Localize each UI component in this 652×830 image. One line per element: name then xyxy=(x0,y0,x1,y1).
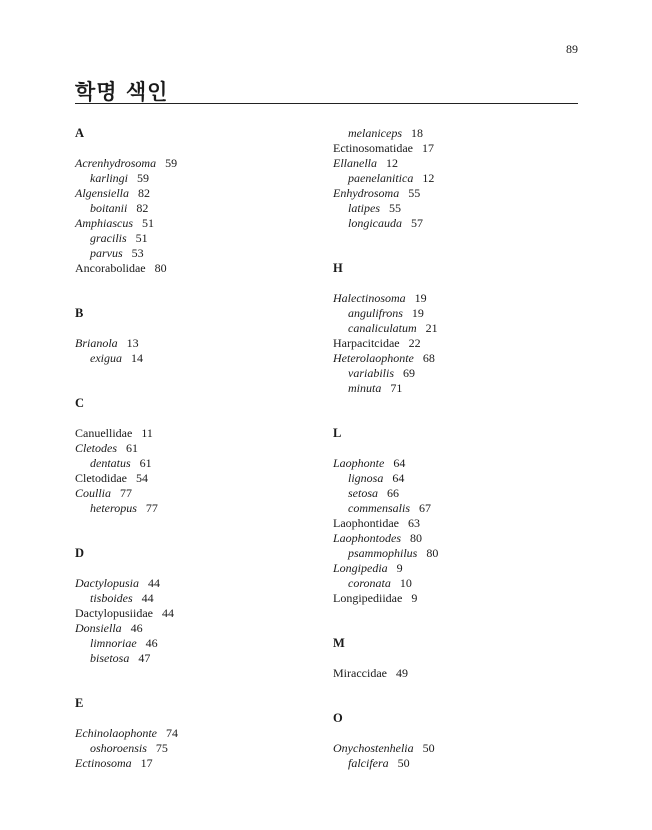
entry-name: paenelanitica xyxy=(348,171,414,185)
index-subentry xyxy=(333,486,578,501)
index-entry xyxy=(75,261,320,276)
entry-name: Longipediidae xyxy=(333,591,403,605)
entry-page: 77 xyxy=(145,501,158,515)
spacer xyxy=(333,441,578,456)
spacer xyxy=(333,231,578,261)
entry-name: dentatus xyxy=(90,456,131,470)
entry-name: bisetosa xyxy=(90,651,130,665)
entry-page: 11 xyxy=(141,426,153,440)
index-entry xyxy=(333,291,578,306)
index-subentry xyxy=(333,576,578,591)
entry-name: variabilis xyxy=(348,366,395,380)
entry-page: 22 xyxy=(408,336,421,350)
entry-page: 59 xyxy=(165,156,178,170)
entry-page: 66 xyxy=(387,486,399,500)
entry-name: canaliculatum xyxy=(348,321,417,335)
index-entry xyxy=(333,666,578,681)
index-entry xyxy=(75,726,320,741)
section-heading: A xyxy=(75,126,85,140)
index-entry xyxy=(75,756,320,771)
entry-name: boitanii xyxy=(90,201,128,215)
index-subentry xyxy=(75,591,320,606)
entry-page: 49 xyxy=(395,666,408,680)
entry-name: Laophontidae xyxy=(333,516,399,530)
entry-page: 82 xyxy=(136,201,149,215)
entry-page: 50 xyxy=(422,741,435,755)
entry-name: Ectinosoma xyxy=(75,756,132,770)
title-rule xyxy=(75,103,578,104)
entry-name: melaniceps xyxy=(348,126,402,140)
index-entry xyxy=(333,561,578,576)
entry-page: 10 xyxy=(399,576,412,590)
index-subentry xyxy=(75,351,320,366)
spacer xyxy=(75,366,320,396)
index-entry xyxy=(75,621,320,636)
entry-name: Laophontodes xyxy=(333,531,402,545)
entry-page: 57 xyxy=(411,216,423,230)
section-heading: E xyxy=(75,696,84,710)
entry-name: Laophonte xyxy=(333,456,385,470)
entry-page: 44 xyxy=(148,576,160,590)
entry-name: Ellanella xyxy=(333,156,377,170)
index-subentry xyxy=(333,501,578,516)
index-entry xyxy=(333,336,578,351)
entry-page: 17 xyxy=(421,141,434,155)
spacer xyxy=(75,516,320,546)
entry-name: Echinolaophonte xyxy=(75,726,157,740)
entry-page: 51 xyxy=(135,231,148,245)
entry-name: Dactylopusia xyxy=(75,576,139,590)
entry-name: Dactylopusiidae xyxy=(75,606,153,620)
entry-name: lignosa xyxy=(348,471,384,485)
entry-page: 71 xyxy=(390,381,403,395)
index-subentry xyxy=(75,456,320,471)
entry-page: 61 xyxy=(126,441,138,455)
section-heading: D xyxy=(75,546,85,560)
entry-name: parvus xyxy=(90,246,123,260)
index-entry xyxy=(75,426,320,441)
index-entry xyxy=(75,156,320,171)
entry-name: Miraccidae xyxy=(333,666,387,680)
index-subentry xyxy=(333,321,578,336)
index-entry xyxy=(333,741,578,756)
entry-page: 19 xyxy=(414,291,427,305)
entry-page: 44 xyxy=(141,591,154,605)
index-entry xyxy=(75,441,320,456)
entry-name: Canuellidae xyxy=(75,426,133,440)
index-entry xyxy=(75,606,320,621)
entry-page: 44 xyxy=(161,606,174,620)
spacer xyxy=(75,561,320,576)
index-column-right xyxy=(333,126,578,771)
entry-name: Ectinosomatidae xyxy=(333,141,413,155)
entry-page: 63 xyxy=(407,516,420,530)
entry-page: 61 xyxy=(139,456,152,470)
entry-page: 9 xyxy=(396,561,403,575)
section-heading: O xyxy=(333,711,343,725)
index-entry xyxy=(75,471,320,486)
index-subentry xyxy=(75,171,320,186)
spacer xyxy=(75,711,320,726)
entry-name: Acrenhydrosoma xyxy=(75,156,157,170)
entry-name: Amphiascus xyxy=(75,216,133,230)
entry-page: 47 xyxy=(138,651,151,665)
entry-name: setosa xyxy=(348,486,378,500)
entry-name: Ancorabolidae xyxy=(75,261,146,275)
entry-name: tisboides xyxy=(90,591,133,605)
spacer xyxy=(333,396,578,426)
index-entry xyxy=(333,186,578,201)
entry-page: 14 xyxy=(131,351,143,365)
entry-name: Heterolaophonte xyxy=(333,351,414,365)
entry-name: angulifrons xyxy=(348,306,403,320)
index-entry xyxy=(333,141,578,156)
spacer xyxy=(75,666,320,696)
entry-name: minuta xyxy=(348,381,382,395)
entry-page: 64 xyxy=(392,471,405,485)
entry-page: 64 xyxy=(393,456,406,470)
entry-page: 74 xyxy=(165,726,178,740)
page-number: 89 xyxy=(566,42,578,56)
index-entry xyxy=(75,336,320,351)
entry-name: Harpacitcidae xyxy=(333,336,400,350)
entry-name: exigua xyxy=(90,351,122,365)
index-subentry xyxy=(333,366,578,381)
entry-page: 51 xyxy=(142,216,154,230)
entry-page: 67 xyxy=(419,501,431,515)
index-subentry xyxy=(333,216,578,231)
spacer xyxy=(333,681,578,711)
entry-name: Donsiella xyxy=(75,621,122,635)
entry-page: 68 xyxy=(422,351,435,365)
index-subentry xyxy=(75,651,320,666)
entry-page: 55 xyxy=(389,201,401,215)
entry-page: 80 xyxy=(154,261,167,275)
index-subentry xyxy=(333,546,578,561)
spacer xyxy=(333,651,578,666)
entry-page: 19 xyxy=(411,306,424,320)
entry-name: latipes xyxy=(348,201,380,215)
entry-name: falcifera xyxy=(348,756,389,770)
entry-page: 55 xyxy=(408,186,421,200)
index-subentry xyxy=(333,306,578,321)
entry-name: longicauda xyxy=(348,216,402,230)
entry-name: Longipedia xyxy=(333,561,388,575)
entry-name: Cletodidae xyxy=(75,471,127,485)
entry-name: Halectinosoma xyxy=(333,291,406,305)
index-subentry xyxy=(75,741,320,756)
entry-page: 50 xyxy=(397,756,410,770)
index-entry xyxy=(75,576,320,591)
page-title: 학명 색인 xyxy=(75,80,169,104)
index-entry xyxy=(333,156,578,171)
index-entry xyxy=(75,486,320,501)
section-heading: H xyxy=(333,261,343,275)
spacer xyxy=(333,276,578,291)
section-heading: M xyxy=(333,636,345,650)
index-entry xyxy=(333,531,578,546)
index-subentry xyxy=(333,471,578,486)
index-entry xyxy=(333,516,578,531)
entry-page: 17 xyxy=(140,756,153,770)
index-entry xyxy=(333,591,578,606)
entry-name: Onychostenhelia xyxy=(333,741,414,755)
entry-name: heteropus xyxy=(90,501,137,515)
entry-page: 77 xyxy=(120,486,133,500)
index-entry xyxy=(333,456,578,471)
entry-name: oshoroensis xyxy=(90,741,147,755)
entry-name: karlingi xyxy=(90,171,128,185)
index-entry xyxy=(75,216,320,231)
index-subentry xyxy=(333,756,578,771)
entry-page: 12 xyxy=(386,156,398,170)
entry-page: 69 xyxy=(403,366,416,380)
index-subentry xyxy=(75,246,320,261)
spacer xyxy=(75,411,320,426)
index-subentry xyxy=(333,126,578,141)
section-heading: C xyxy=(75,396,85,410)
index-subentry xyxy=(333,201,578,216)
entry-page: 82 xyxy=(138,186,150,200)
entry-page: 53 xyxy=(131,246,144,260)
entry-name: gracilis xyxy=(90,231,127,245)
entry-name: coronata xyxy=(348,576,391,590)
entry-page: 12 xyxy=(422,171,435,185)
spacer xyxy=(333,606,578,636)
entry-name: psammophilus xyxy=(348,546,418,560)
index-subentry xyxy=(333,171,578,186)
index-entry xyxy=(333,351,578,366)
index-subentry xyxy=(333,381,578,396)
entry-name: commensalis xyxy=(348,501,410,515)
index-entry xyxy=(75,186,320,201)
section-heading: B xyxy=(75,306,84,320)
entry-page: 59 xyxy=(137,171,149,185)
entry-name: Enhydrosoma xyxy=(333,186,400,200)
entry-page: 46 xyxy=(130,621,143,635)
index-subentry xyxy=(75,501,320,516)
section-heading: L xyxy=(333,426,342,440)
entry-name: limnoriae xyxy=(90,636,137,650)
entry-page: 13 xyxy=(126,336,139,350)
index-subentry xyxy=(75,231,320,246)
index-subentry xyxy=(75,636,320,651)
entry-page: 54 xyxy=(135,471,148,485)
spacer xyxy=(75,321,320,336)
entry-page: 21 xyxy=(425,321,438,335)
entry-name: Coullia xyxy=(75,486,112,500)
spacer xyxy=(75,276,320,306)
spacer xyxy=(75,141,320,156)
entry-name: Cletodes xyxy=(75,441,117,455)
entry-page: 18 xyxy=(410,126,423,140)
entry-page: 80 xyxy=(410,531,423,545)
index-subentry xyxy=(75,201,320,216)
entry-page: 46 xyxy=(145,636,158,650)
spacer xyxy=(333,726,578,741)
entry-name: Brianola xyxy=(75,336,118,350)
entry-name: Algensiella xyxy=(75,186,129,200)
entry-page: 75 xyxy=(155,741,168,755)
entry-page: 80 xyxy=(426,546,439,560)
entry-page: 9 xyxy=(411,591,418,605)
index-column-left xyxy=(75,126,320,771)
